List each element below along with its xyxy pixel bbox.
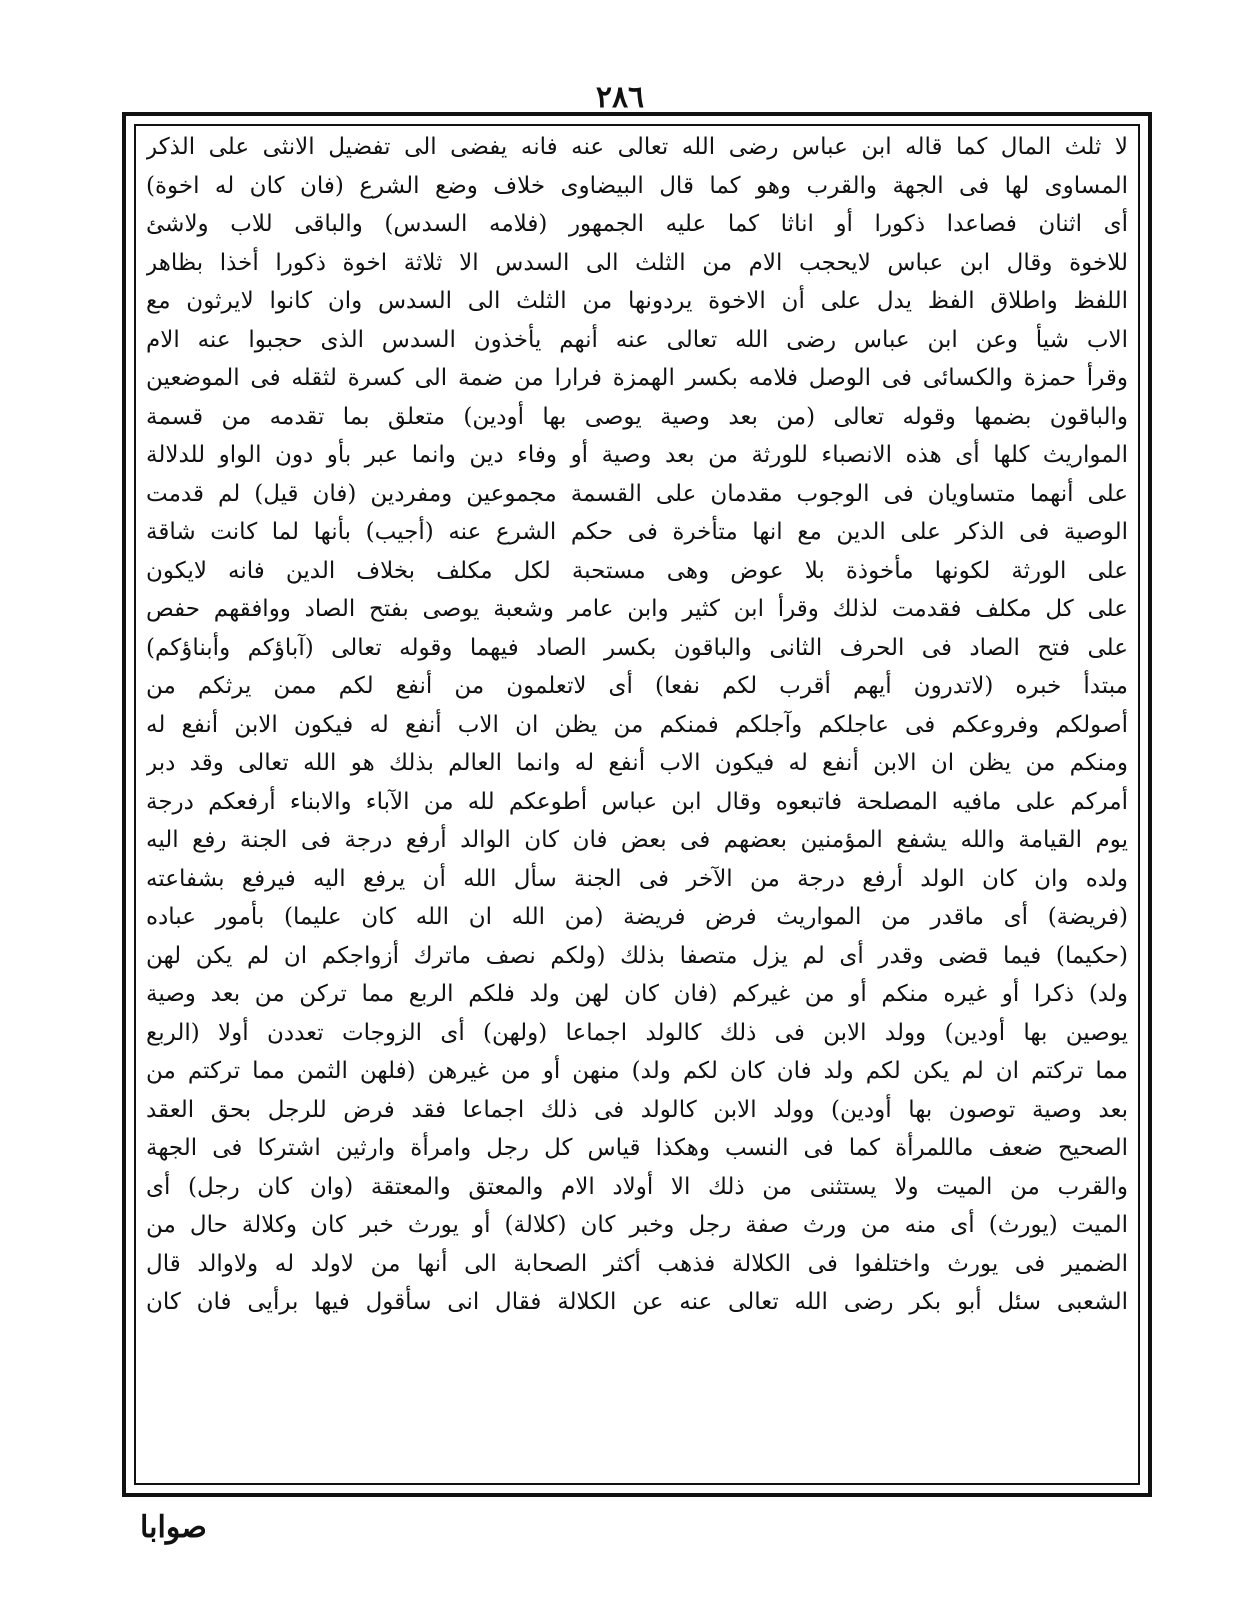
text-line: الصحيح ضعف ماللمرأة كما فى النسب وهكذا قياس كل رجل وامرأة وارثين اشتركا فى الجهة — [146, 1135, 1128, 1161]
text-line: والقرب من الميت ولا يستثنى من ذلك الا أولاد الام والمعتق والمعتقة (وان كان رجل) أى — [146, 1173, 1128, 1200]
text-line: الوصية فى الذكر على الدين مع انها متأخرة فى حكم الشرع عنه (أجيب) بأنها لما كانت شاقة — [146, 519, 1128, 545]
text-line: ولده وان كان الولد أرفع درجة من الآخر فى الجنة سأل الله أن يرفع اليه فيرفع بشفاعته — [146, 865, 1128, 892]
text-line: مبتدأ خبره (لاتدرون أيهم أقرب لكم نفعا) أى لاتعلمون من أنفع لكم ممن يرثكم من — [146, 673, 1128, 699]
text-line: مما تركتم ان لم يكن لكم ولد فان كان لكم ولد) منهن أو من غيرهن (فلهن الثمن مما تركتم من — [146, 1058, 1128, 1084]
text-line: بعد وصية توصون بها أودين) وولد الابن كالولد فى ذلك اجماعا فقد فرض للرجل بحق العقد — [146, 1096, 1128, 1123]
text-line: المساوى لها فى الجهة والقرب وهو كما قال البيضاوى خلاف وضع الشرع (فان كان له اخوة) — [146, 172, 1128, 199]
text-line: (حكيما) فيما قضى وقدر أى لم يزل متصفا بذلك (ولكم نصف ماترك أزواجكم ان لم يكن لهن — [146, 942, 1128, 969]
text-line: على الورثة لكونها مأخوذة بلا عوض وهى مستحبة لكل مكلف بخلاف الدين فانه لايكون — [146, 557, 1128, 584]
text-line: الميت (يورث) أى منه من ورث صفة رجل وخبر كان (كلالة) أو يورث خبر كان وكلالة حال من — [146, 1212, 1128, 1238]
text-line: يوم القيامة والله يشفع المؤمنين بعضهم فى بعض فان كان الوالد أرفع درجة فى الجنة رفع اليه — [146, 827, 1128, 853]
text-line: أمركم على مافيه المصلحة فاتبعوه وقال ابن عباس أطوعكم لله من الآباء والابناء أرفعكم درجة — [146, 788, 1128, 815]
text-line: الضمير فى يورث واختلفوا فى الكلالة فذهب أكثر الصحابة الى أنها من لاولد له ولاوالد قال — [146, 1250, 1128, 1277]
text-line: على فتح الصاد فى الحرف الثانى والباقون بكسر الصاد فيهما وقوله تعالى (آباؤكم وأبناؤكم) — [146, 634, 1128, 661]
body-text — [146, 128, 1128, 1478]
text-line: أصولكم وفروعكم فى عاجلكم وآجلكم فمنكم من يظن ان الاب أنفع له فيكون الابن أنفع له — [146, 711, 1128, 738]
text-line: على أنهما متساويان فى الوجوب مقدمان على القسمة مجموعين ومفردين (فان قيل) لم قدمت — [146, 480, 1128, 507]
text-line: ولد) ذكرا أو غيره منكم أو من غيركم (فان كان لهن ولد فلكم الربع مما تركن من بعد وصية — [146, 981, 1128, 1007]
text-line: للاخوة وقال ابن عباس لايحجب الام من الثلث الى السدس الا ثلاثة اخوة ذكورا أخذا بظاهر — [146, 249, 1128, 276]
text-line: يوصين بها أودين) وولد الابن فى ذلك كالولد اجماعا (ولهن) أى الزوجات تعددن أولا (الربع — [146, 1019, 1128, 1046]
page-number: ٢٨٦ — [595, 80, 645, 115]
catchword: صوابا — [140, 1510, 207, 1545]
text-line: الاب شيأ وعن ابن عباس رضى الله تعالى عنه أنهم يأخذون السدس الذى حجبوا عنه الام — [146, 326, 1128, 353]
text-line: الشعبى سئل أبو بكر رضى الله تعالى عنه عن الكلالة فقال انى سأقول فيها برأيى فان كان — [146, 1289, 1128, 1315]
text-line: على كل مكلف فقدمت لذلك وقرأ ابن كثير وابن عامر وشعبة يوصى بفتح الصاد ووافقهم حفص — [146, 596, 1128, 622]
text-line: المواريث كلها أى هذه الانصباء للورثة من بعد وصية أو وفاء دين وانما عبر بأو دون الواو للدلالة — [146, 442, 1128, 468]
text-line: (فريضة) أى ماقدر من المواريث فرض فريضة (من الله ان الله كان عليما) بأمور عباده — [146, 904, 1128, 930]
text-line: ومنكم من يظن ان الابن أنفع له فيكون الاب أنفع له وانما العالم بذلك هو الله تعالى وقد دبر — [146, 750, 1128, 776]
text-line: اللفظ واطلاق الفظ يدل على أن الاخوة يردونها من الثلث الى السدس وان كانوا لايرثون مع — [146, 288, 1128, 314]
text-line: وقرأ حمزة والكسائى فى الوصل فلامه بكسر الهمزة فرارا من ضمة الى كسرة لثقله فى الموضعين — [146, 365, 1128, 391]
text-line: أى اثنان فصاعدا ذكورا أو اناثا كما عليه الجمهور (فلامه السدس) والباقى للاب ولاشئ — [146, 211, 1128, 237]
text-line: لا ثلث المال كما قاله ابن عباس رضى الله تعالى عنه فانه يفضى الى تفضيل الانثى على الذكر — [146, 134, 1128, 160]
text-line: والباقون بضمها وقوله تعالى (من بعد وصية يوصى بها أودين) متعلق بما تقدمه من قسمة — [146, 403, 1128, 430]
